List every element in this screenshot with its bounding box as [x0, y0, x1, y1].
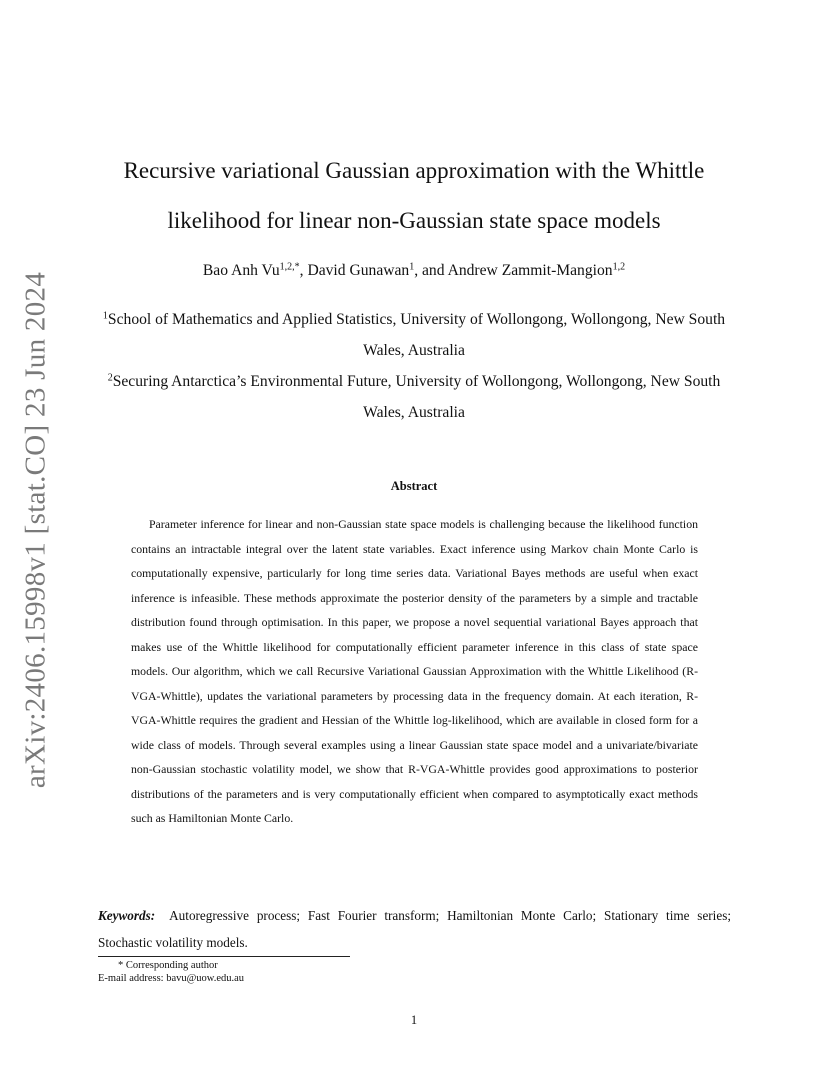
affiliation-text: Securing Antarctica’s Environmental Future, University of Wollongong, Wollongong, New South Wales, Australia: [112, 373, 721, 421]
paper-title-line-2: likelihood for linear non-Gaussian state space models: [167, 208, 661, 233]
abstract-heading: Abstract: [390, 479, 438, 493]
page-number: 1: [410, 1013, 418, 1027]
author-name: Andrew Zammit-Mangion: [447, 262, 613, 279]
keywords-label: Keywords:: [98, 908, 156, 923]
abstract-text: Parameter inference for linear and non-Gaussian state space models is challenging because the likelihood function contains an intractable integral over the latent state variables. Exact inference using Markov chain Monte Carlo is computationally expensive, particularly for long time series data. Variational Bayes methods are useful when exact inference is infeasible. These methods approximate the posterior density of the parameters by a simple and tractable distribution found through optimisation. In this paper, we propose a novel sequential variational Bayes approach that makes use of the Whittle likelihood for computationally efficient parameter inference in this class of state space models. Our algorithm, which we call Recursive Variational Gaussian Approximation with the Whittle Likelihood (R-VGA-Whittle), updates the variational parameters by processing data in the frequency domain. At each iteration, R-VGA-Whittle requires the gradient and Hessian of the Whittle log-likelihood, which are available in closed form for a wide class of models. Through several examples using a linear Gaussian state space model and a univariate/bivariate non-Gaussian stochastic volatility model, we show that R-VGA-Whittle provides good approximations to posterior distributions of the parameters and is very computationally efficient when compared to asymptotically exact methods such as Hamiltonian Monte Carlo.: [131, 517, 698, 825]
author-affiliation-marker: 1: [409, 261, 415, 273]
affiliation-text: School of Mathematics and Applied Statistics, University of Wollongong, Wollongong, New South Wales, Australia: [107, 311, 726, 359]
author-separator: , and: [414, 262, 448, 279]
arxiv-watermark: arXiv:2406.15998v1 [stat.CO] 23 Jun 2024: [19, 271, 52, 789]
affiliation-marker: 2: [107, 372, 113, 384]
author-list: [90, 262, 738, 280]
author-name: Bao Anh Vu: [202, 262, 280, 279]
author-separator: ,: [299, 262, 308, 279]
keywords-text: Autoregressive process; Fast Fourier transform; Hamiltonian Monte Carlo; Stationary time series; Stochastic volatility models.: [98, 908, 731, 950]
affiliation-2: [92, 366, 736, 428]
footnote-corresponding-author: * Corresponding author: [118, 960, 218, 971]
footnote-email: E-mail address: bavu@uow.edu.au: [98, 973, 245, 984]
affiliation-1: [92, 304, 736, 366]
author-name: David Gunawan: [307, 262, 410, 279]
footnote-rule: [98, 956, 350, 957]
author-affiliation-marker: 1,2: [612, 261, 626, 273]
paper-title-line-1: Recursive variational Gaussian approximation with the Whittle: [123, 158, 705, 183]
author-affiliation-marker: 1,2,*: [279, 261, 300, 273]
affiliation-marker: 1: [102, 310, 108, 322]
keywords: [98, 902, 731, 956]
abstract-body: [131, 512, 698, 831]
